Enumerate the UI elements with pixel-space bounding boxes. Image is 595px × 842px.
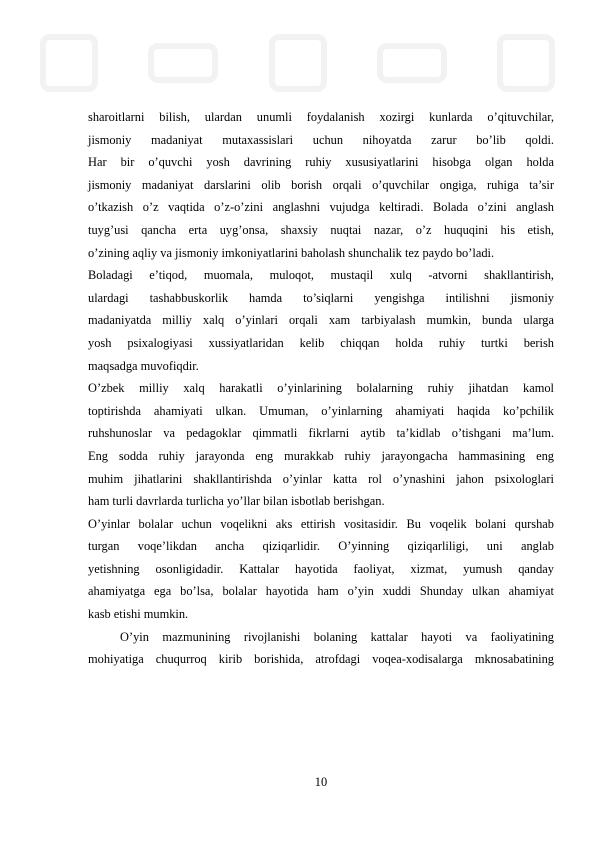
text-line: ham turli davrlarda turlicha yo’llar bilan isbotlab berishgan. — [88, 494, 385, 509]
text-line: maqsadga muvofiqdir. — [88, 358, 199, 373]
text-line: O’zbek milliy xalq harakatli o’yinlarining bolalarning ruhiy jihatdan kamol — [88, 381, 554, 396]
text-line: O’yin mazmunining rivojlanishi bolaning kattalar hayoti va faoliyatining — [120, 629, 554, 644]
text-line: madaniyatda milliy xalq o’yinlari orqali xam tarbiyalash mumkin, bunda ularga — [88, 313, 554, 328]
text-line: o’zining aqliy va jismoniy imkoniyatlarini baholash shunchalik tez paydo bo’ladi. — [88, 245, 495, 260]
text-line: turgan voqe’likdan ancha qiziqarlidir. O’yinning qiziqarliligi, uni anglab — [88, 539, 554, 554]
text-line: jismoniy madaniyat mutaxassislari uchun nihoyatda zarur bo’lib qoldi. — [88, 132, 554, 147]
text-line: Boladagi e’tiqod, muomala, muloqot, mustaqil xulq -atvorni shakllantirish, — [88, 268, 554, 283]
text-line: toptirishda ahamiyati ulkan. Umuman, o’yinlarning ahamiyati haqida ko’pchilik — [88, 403, 554, 418]
text-line: mohiyatiga chuqurroq kirib borishida, atrofdagi voqea-xodisalarga mknosabatining — [88, 652, 554, 667]
watermark-shape — [40, 34, 98, 92]
text-line: jismoniy madaniyat darslarini olib borish orqali o’quvchilar ongiga, ruhiga ta’sir — [88, 177, 554, 192]
text-line: Eng sodda ruhiy jarayonda eng murakkab ruhiy jarayongacha hammasining eng — [88, 448, 554, 463]
text-line: sharoitlarni bilish, ulardan unumli foydalanish xozirgi kunlarda o’qituvchilar, — [88, 110, 554, 124]
text-line: ulardagi tashabbuskorlik hamda to’siqlarni yengishga intilishni jismoniy — [88, 290, 554, 305]
watermark — [40, 18, 555, 108]
text-line: yetishning osonligidadir. Kattalar hayotida faoliyat, xizmat, yumush qanday — [88, 561, 554, 576]
text-line: o’tkazish o’z vaqtida o’z-o’zini anglashni vujudga keltiradi. Bolada o’zini anglash — [88, 200, 554, 215]
watermark-shape — [269, 34, 327, 92]
text-line: tuyg’usi qancha erta uyg’onsa, shaxsiy nuqtai nazar, o’z huquqini his etish, — [88, 222, 554, 237]
text-line: ahamiyatga ega bo’lsa, bolalar hayotida ham o’yin xuddi Shunday ulkan ahamiyat — [88, 584, 554, 599]
watermark-shape — [377, 43, 447, 83]
text-line: ruhshunoslar va pedagoklar qimmatli fikrlarni aytib ta’kidlab o’tishgani ma’lum. — [88, 426, 554, 441]
text-line: yosh psixalogiyasi xussiyatlaridan kelib chiqqan holda ruhiy turtki berish — [88, 335, 554, 350]
text-line: muhim jihatlarini shakllantirishda o’yinlar katta rol o’ynashini jahon psixologlari — [88, 471, 554, 486]
text-line: O’yinlar bolalar uchun voqelikni aks ettirish vositasidir. Bu voqelik bolani qurshab — [88, 516, 554, 531]
page-number: 10 — [314, 775, 328, 789]
document-body — [88, 106, 554, 671]
watermark-shape — [148, 43, 218, 83]
text-line: Har bir o’quvchi yosh davrining ruhiy xususiyatlarini hisobga olgan holda — [88, 155, 554, 170]
watermark-shape — [497, 34, 555, 92]
text-line: kasb etishi mumkin. — [88, 607, 189, 622]
